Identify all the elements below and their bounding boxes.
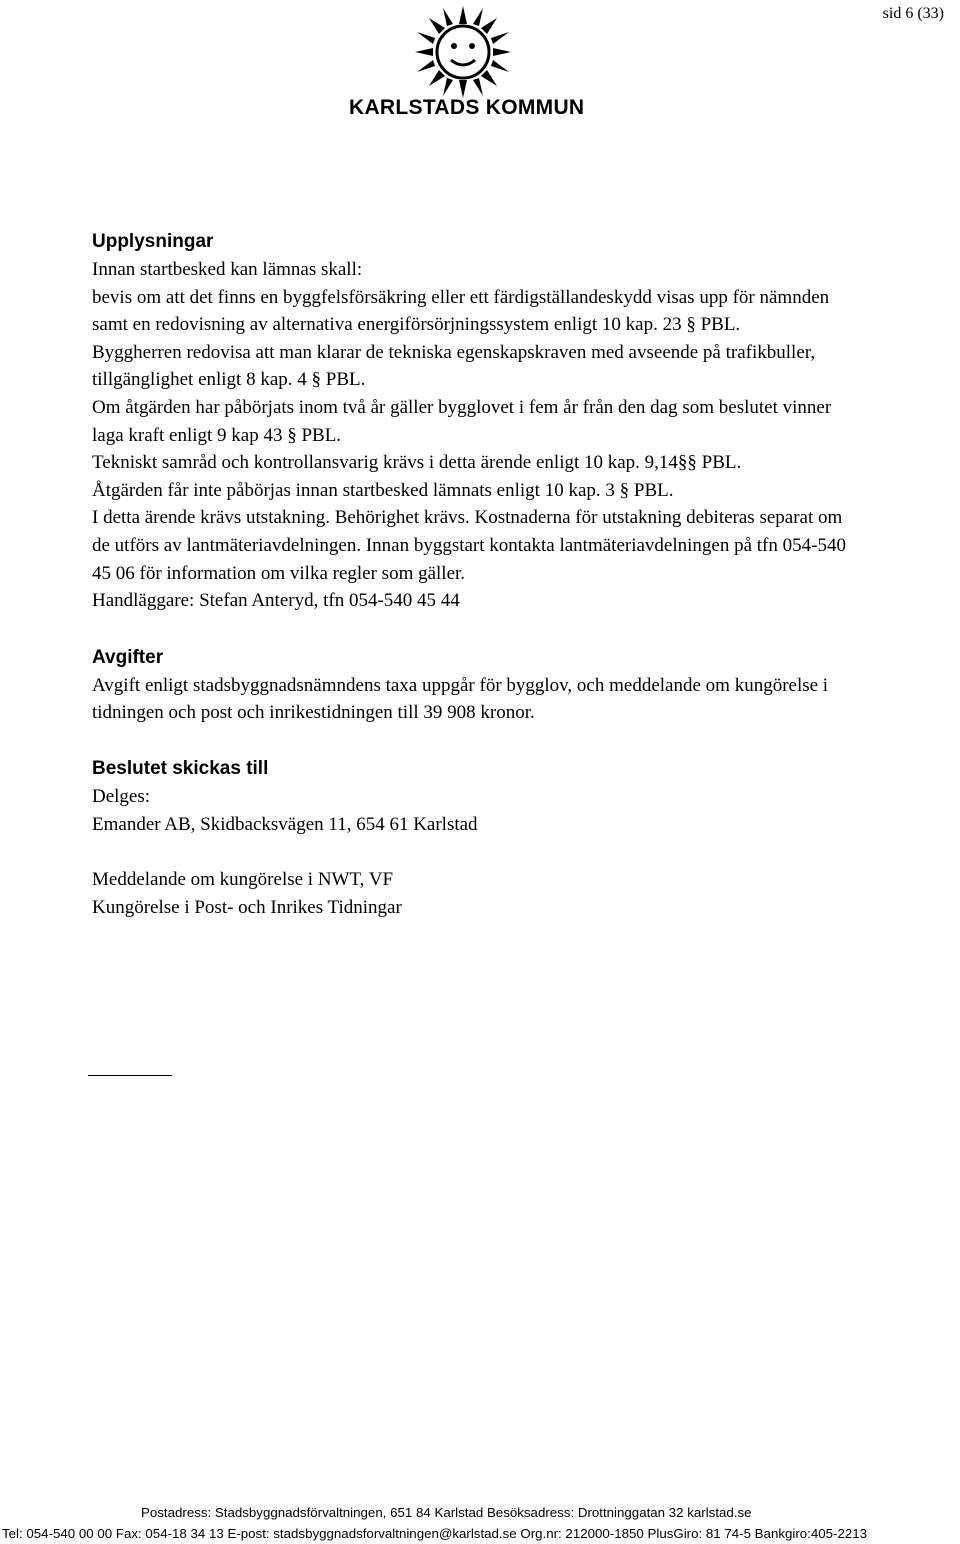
heading-beslutet: Beslutet skickas till [92, 757, 269, 779]
paragraph: Om åtgärden har påbörjats inom två år gäller bygglovet i fem år från den dag som beslutet vinner laga kraft enligt 9 kap 43 § PBL. [92, 396, 832, 446]
page-number: sid 6 (33) [882, 5, 944, 22]
paragraph: Tekniskt samråd och kontrollansvarig krävs i detta ärende enligt 10 kap. 9,14§§ PBL. [92, 452, 742, 474]
logo-text: KARLSTADS KOMMUN [349, 96, 585, 119]
handlaggare: Handläggare: Stefan Anteryd, tfn 054-540 45 44 [92, 590, 460, 612]
paragraph: bevis om att det finns en byggfelsförsäkring eller ett färdigställandeskydd visas upp för nämnden samt en redovisning av alternativa energiförsörjningssystem enligt 10 kap. 23 § PBL. [92, 286, 830, 336]
avgift-text: Avgift enligt stadsbyggnadsnämndens taxa uppgår för bygglov, och meddelande om kungörelse i tidningen och post och inrikestidningen till 39 908 kronor. [92, 674, 829, 724]
heading-upplysningar: Upplysningar [92, 231, 214, 252]
recipient: Emander AB, Skidbacksvägen 11, 654 61 Karlstad [92, 813, 478, 835]
paragraph: I detta ärende krävs utstakning. Behörighet krävs. Kostnaderna för utstakning debiteras separat om de utförs av lantmäteriavdelningen. Innan byggstart kontakta lantmäteriavdelningen på tfn 054-540 45 06 för information om vilka regler som gäller. [92, 507, 846, 584]
delges-label: Delges: [92, 785, 151, 807]
heading-avgifter: Avgifter [92, 646, 164, 668]
sun-icon [415, 6, 511, 98]
paragraph: Innan startbesked kan lämnas skall: [92, 259, 363, 280]
footnote-divider [88, 1075, 172, 1076]
logo [345, 6, 591, 118]
footer-contact: Tel: 054-540 00 00 Fax: 054-18 34 13 E-post: stadsbyggnadsforvaltningen@karlstad.se Org.nr: 212000-1850 PlusGiro: 81 74-5 Bankgiro:405-2213 [2, 1526, 868, 1541]
footer-address: Postadress: Stadsbyggnadsförvaltningen, 651 84 Karlstad Besöksadress: Drottninggatan 32 karlstad.se [141, 1505, 752, 1520]
paragraph: Byggherren redovisa att man klarar de tekniska egenskapskraven med avseende på trafikbuller, tillgänglighet enligt 8 kap. 4 § PBL. [92, 341, 816, 391]
notice: Meddelande om kungörelse i NWT, VF [92, 869, 394, 891]
paragraph: Åtgärden får inte påbörjas innan startbesked lämnats enligt 10 kap. 3 § PBL. [92, 479, 674, 501]
notice: Kungörelse i Post- och Inrikes Tidningar [92, 896, 402, 918]
document-body [92, 228, 862, 921]
